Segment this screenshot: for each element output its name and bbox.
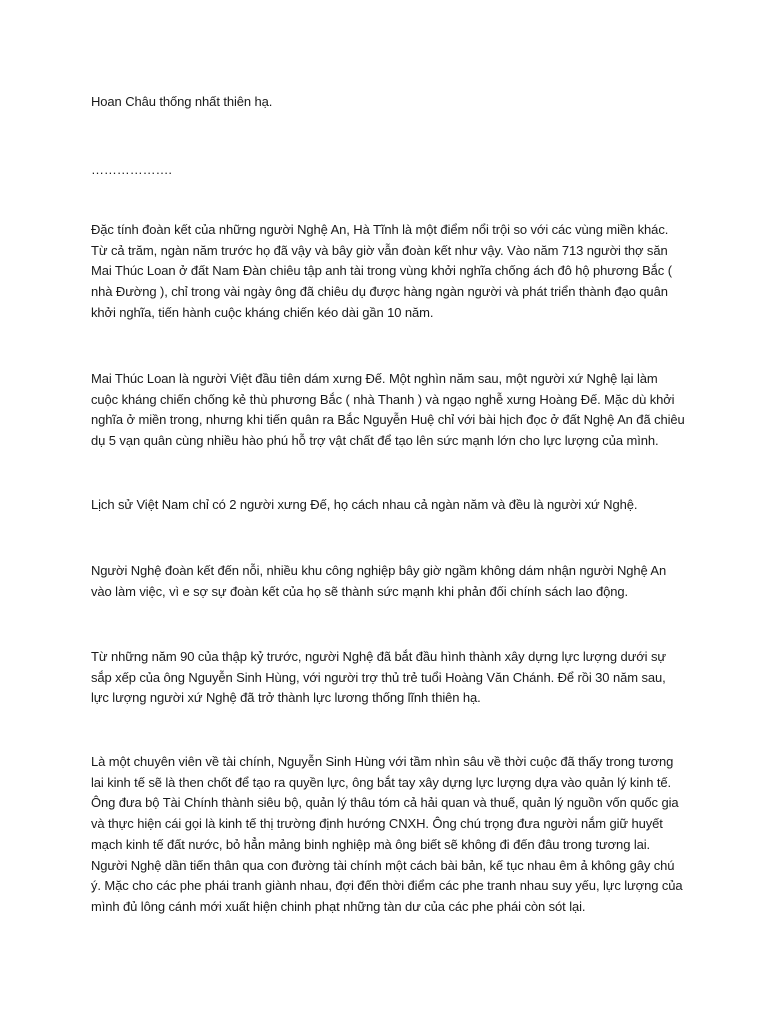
paragraph-1: Đặc tính đoàn kết của những người Nghệ An, Hà Tĩnh là một điểm nổi trội so với các vùng miền khác. Từ cả trăm, ngàn năm trước họ đã vậy và bây giờ vẫn đoàn kết như vậy. Vào năm 713 người thợ săn Mai Thúc Loan ở đất Nam Đàn chiêu tập anh tài trong vùng khởi nghĩa chống ách đô hộ phương Bắc ( nhà Đường ), chỉ trong vài ngày ông đã chiêu dụ được hàng ngàn người và phát triển thành đạo quân khởi nghĩa, tiến hành cuộc kháng chiến kéo dài gần 10 năm. (91, 222, 672, 320)
paragraph-6: Là một chuyên viên về tài chính, Nguyễn Sinh Hùng với tầm nhìn sâu về thời cuộc đã thấy trong tương lai kinh tế sẽ là then chốt để tạo ra quyền lực, ông bắt tay xây dựng lực lượng dựa vào quản lý kinh tế. Ông đưa bộ Tài Chính thành siêu bộ, quản lý thâu tóm cả hải quan và thuế, quản lý nguồn vốn quốc gia và thực hiện cái gọi là kinh tế thị trường định hướng CNXH. Ông chú trọng đưa người nắm giữ huyết mạch kinh tế đất nước, bỏ hẳn mảng binh nghiệp mà ông biết sẽ không đi đến đâu trong tương lai. Người Nghệ dần tiến thân qua con đường tài chính một cách bài bản, kế tục nhau êm ả không gây chú ý. Mặc cho các phe phái tranh giành nhau, đợi đến thời điểm các phe tranh nhau suy yếu, lực lượng của mình đủ lông cánh mới xuất hiện chinh phạt những tàn dư của các phe phái còn sót lại. (91, 754, 683, 914)
paragraph-2: Mai Thúc Loan là người Việt đầu tiên dám xưng Đế. Một nghìn năm sau, một người xứ Nghệ lại làm cuộc kháng chiến chống kẻ thù phương Bắc ( nhà Thanh ) và ngạo nghễ xưng Hoàng Đế. Mặc dù khởi nghĩa ở miền trong, nhưng khi tiến quân ra Bắc Nguyễn Huệ chỉ với bài hịch đọc ở đất Nghệ An đã chiêu dụ 5 vạn quân cùng nhiều hào phú hỗ trợ vật chất để tạo lên sức mạnh lớn cho lực lượng của mình. (91, 371, 685, 449)
ellipsis-separator: ………………. (91, 162, 172, 177)
paragraph-4: Người Nghệ đoàn kết đến nỗi, nhiều khu công nghiệp bây giờ ngầm không dám nhận người Nghệ An vào làm việc, vì e sợ sự đoàn kết của họ sẽ thành sức mạnh khi phản đối chính sách lao động. (91, 563, 667, 599)
paragraph-3: Lịch sử Việt Nam chỉ có 2 người xưng Đế, họ cách nhau cả ngàn năm và đều là người xứ Nghệ. (91, 497, 638, 512)
document-heading: Hoan Châu thống nhất thiên hạ. (91, 94, 273, 109)
paragraph-5: Từ những năm 90 của thập kỷ trước, người Nghệ đã bắt đầu hình thành xây dựng lực lượng dưới sự sắp xếp của ông Nguyễn Sinh Hùng, với người trợ thủ trẻ tuổi Hoàng Văn Chánh. Để rồi 30 năm sau, lực lượng người xứ Nghệ đã trở thành lực lương thống lĩnh thiên hạ. (91, 649, 666, 706)
